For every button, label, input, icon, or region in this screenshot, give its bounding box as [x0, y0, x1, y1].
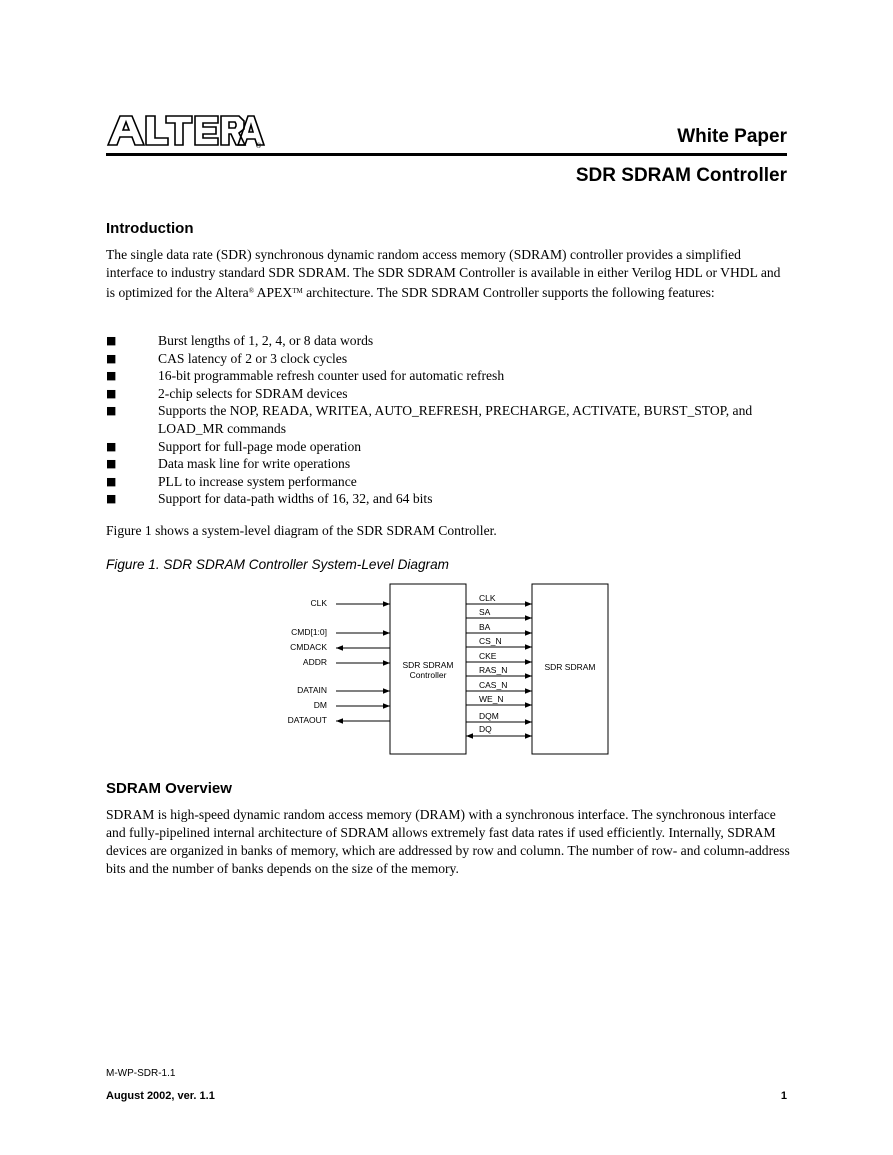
- intro-paragraph: The single data rate (SDR) synchronous dynamic random access memory (SDRAM) controller provides a simplified interface to industry standard SDR SDRAM. The SDR SDRAM Controller is available in either Verilog HDL or VHDL and is optimized for the Altera® APEX™ architecture. The SDR SDRAM Controller supports the following features:: [106, 247, 781, 300]
- signal-label-clk-out: CLK: [479, 593, 496, 603]
- registered-mark: ®: [256, 143, 262, 149]
- figure-reference-paragraph: Figure 1 shows a system-level diagram of the SDR SDRAM Controller.: [106, 523, 497, 538]
- signal-label-cas-n: CAS_N: [479, 680, 508, 690]
- signal-label-ba: BA: [479, 622, 491, 632]
- document-id: M-WP-SDR-1.1: [106, 1068, 176, 1079]
- signal-label-clk-in: CLK: [310, 598, 327, 608]
- signal-label-dqm: DQM: [479, 711, 499, 721]
- figure-caption: Figure 1. SDR SDRAM Controller System-Level Diagram: [106, 557, 449, 572]
- controller-label-line2: Controller: [409, 670, 447, 680]
- list-item: ■ Burst lengths of 1, 2, 4, or 8 data words: [106, 333, 374, 348]
- doc-type-label: White Paper: [677, 126, 787, 147]
- signal-label-dataout: DATAOUT: [287, 715, 327, 725]
- page-number: 1: [780, 1090, 787, 1102]
- document-date: August 2002, ver. 1.1: [106, 1090, 215, 1102]
- sdram-label: SDR SDRAM: [544, 662, 596, 672]
- list-item: ■ PLL to increase system performance: [106, 473, 357, 489]
- system-level-diagram: [270, 580, 620, 760]
- signal-label-we-n: WE_N: [479, 694, 504, 704]
- list-item: ■ Supports the NOP, READA, WRITEA, AUTO_REFRESH, PRECHARGE, ACTIVATE, BURST_STOP, and LOAD_MR commands: [106, 403, 753, 436]
- signal-label-addr: ADDR: [302, 657, 327, 667]
- doc-title: SDR SDRAM Controller: [575, 165, 787, 186]
- list-item: ■ 16-bit programmable refresh counter used for automatic refresh: [106, 368, 505, 384]
- signal-label-cmdack: CMDACK: [290, 642, 327, 652]
- signal-label-sa: SA: [479, 607, 491, 617]
- signal-label-cke: CKE: [479, 651, 497, 661]
- signal-label-dq: DQ: [479, 724, 492, 734]
- sdram-overview-paragraph: SDRAM is high-speed dynamic random access memory (DRAM) with a synchronous interface. The synchronous interface and fully-pipelined internal architecture of SDRAM allows extremely fast data rates if used efficiently. Internally, SDRAM devices are organized in banks of memory, which are addressed by row and column. The number of row- and column-address bits and the number of banks depends on the size of the memory.: [106, 807, 790, 876]
- sdram-overview-heading: SDRAM Overview: [106, 780, 232, 797]
- signal-label-dm: DM: [313, 700, 327, 710]
- feature-list: [106, 332, 790, 508]
- signal-label-ras-n: RAS_N: [479, 665, 508, 675]
- list-item: ■ Support for full-page mode operation: [106, 438, 362, 454]
- signal-label-cmd: CMD[1:0]: [291, 627, 327, 637]
- introduction-heading: Introduction: [106, 220, 194, 237]
- controller-label-line1: SDR SDRAM: [402, 660, 454, 670]
- list-item: ■ Support for data-path widths of 16, 32, and 64 bits: [106, 491, 433, 507]
- signal-label-cs-n: CS_N: [479, 636, 502, 646]
- header-divider: [106, 153, 787, 156]
- altera-logo: [106, 113, 266, 149]
- list-item: ■ CAS latency of 2 or 3 clock cycles: [106, 350, 348, 366]
- list-item: ■ Data mask line for write operations: [106, 456, 351, 472]
- signal-label-datain: DATAIN: [297, 685, 327, 695]
- list-item: ■ 2-chip selects for SDRAM devices: [106, 385, 348, 401]
